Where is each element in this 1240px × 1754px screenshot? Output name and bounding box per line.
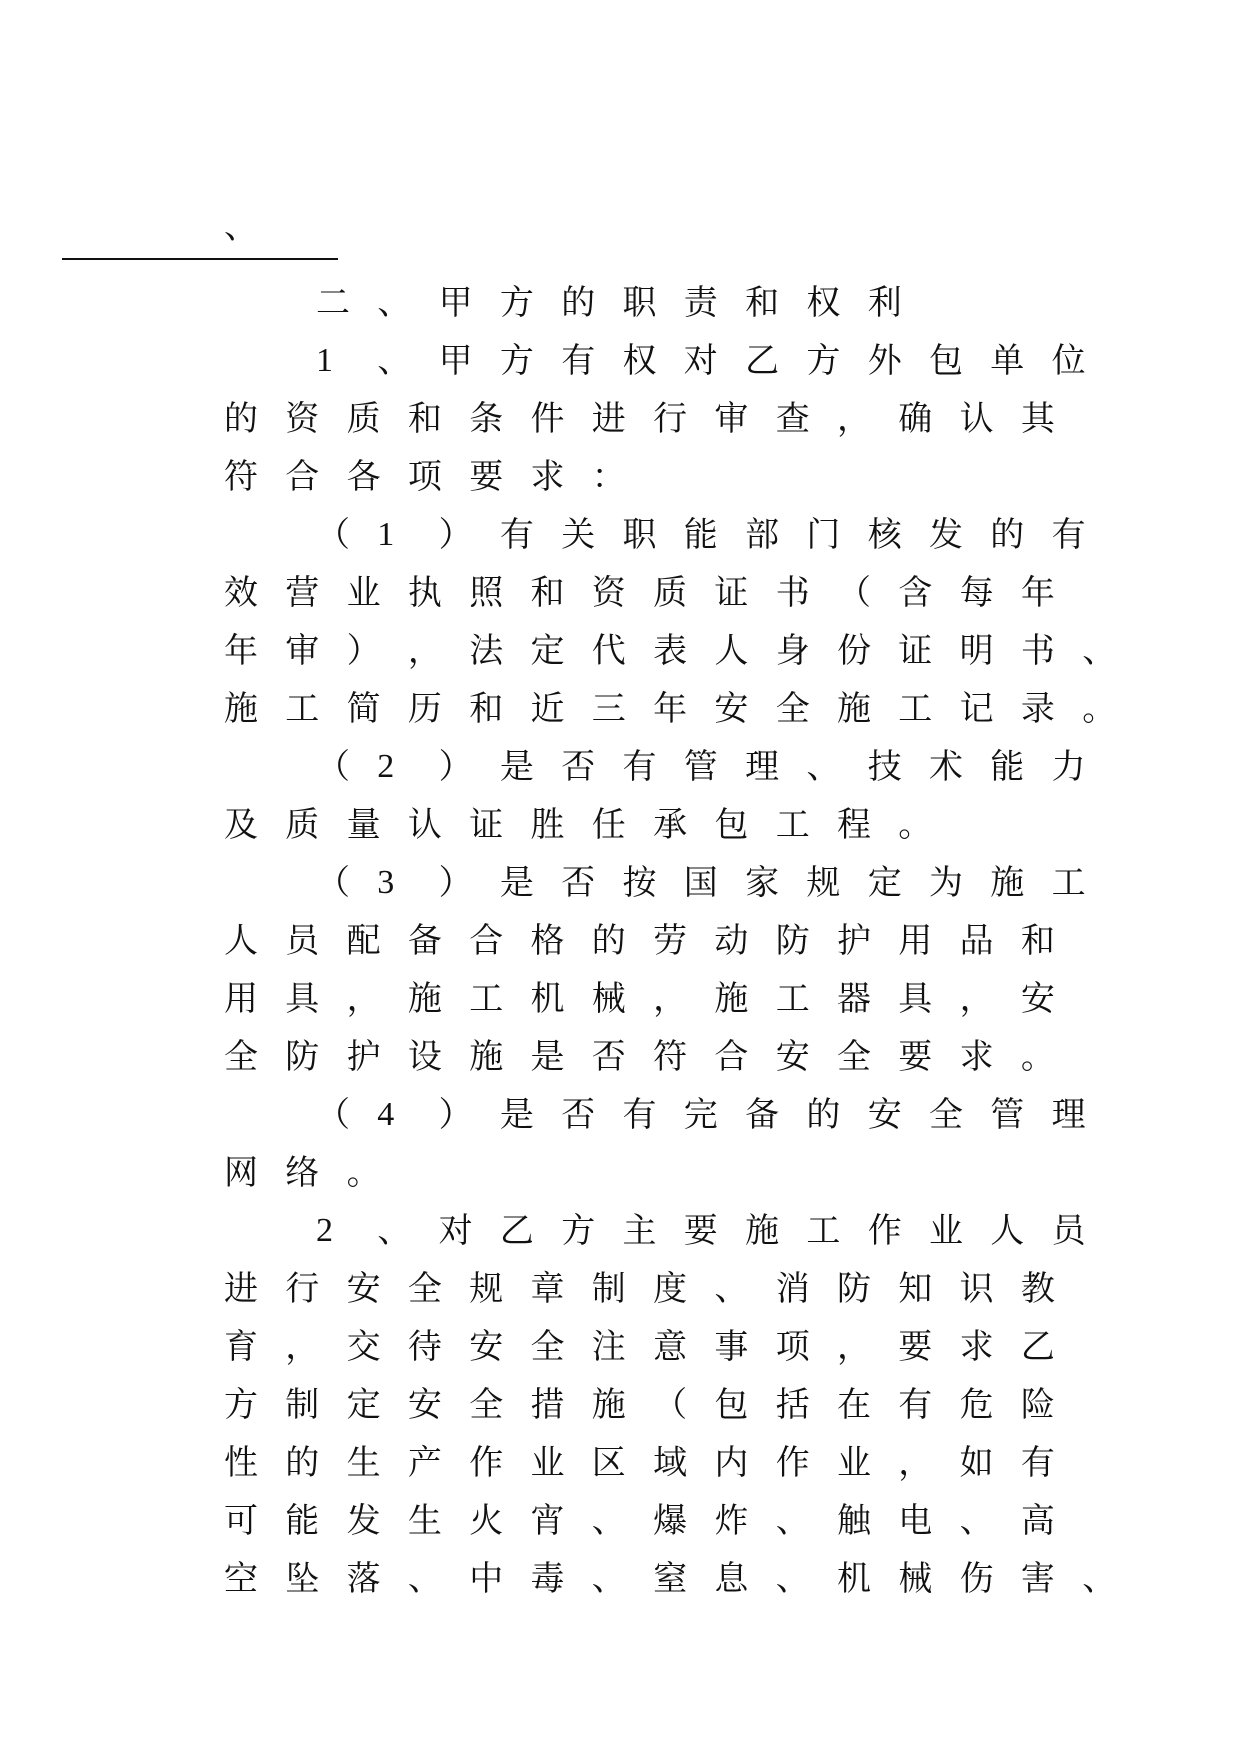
character: 如 bbox=[959, 1443, 994, 1483]
character: 权 bbox=[622, 341, 657, 381]
character: ） bbox=[346, 631, 381, 671]
character: 要 bbox=[683, 1211, 718, 1251]
character: 可 bbox=[224, 1501, 258, 1541]
character: 设 bbox=[407, 1037, 442, 1077]
character: 意 bbox=[653, 1327, 688, 1367]
character: 施 bbox=[469, 1037, 504, 1077]
character: 2 bbox=[316, 1212, 333, 1249]
character: 是 bbox=[499, 747, 534, 787]
character: 安 bbox=[469, 1327, 504, 1367]
character: 和 bbox=[407, 399, 442, 439]
character: 量 bbox=[346, 805, 381, 845]
character: 否 bbox=[591, 1037, 626, 1077]
character: 行 bbox=[285, 1269, 320, 1309]
character: 4 bbox=[377, 1096, 395, 1133]
character: 利 bbox=[867, 283, 902, 323]
character: 用 bbox=[898, 921, 933, 961]
character: 业 bbox=[346, 573, 381, 613]
character: 含 bbox=[898, 573, 933, 613]
character: 年 bbox=[1020, 573, 1055, 613]
character: 营 bbox=[285, 573, 320, 613]
character: 有 bbox=[622, 1095, 657, 1135]
character: 。 bbox=[1082, 689, 1117, 729]
character: 定 bbox=[530, 631, 565, 671]
character: 记 bbox=[959, 689, 994, 729]
character: 括 bbox=[775, 1385, 810, 1425]
character: 的 bbox=[224, 399, 258, 439]
character: 知 bbox=[898, 1269, 933, 1309]
character: 合 bbox=[285, 457, 320, 497]
character: 和 bbox=[1020, 921, 1055, 961]
character: 各 bbox=[346, 457, 381, 497]
character: 品 bbox=[959, 921, 994, 961]
character: 火 bbox=[469, 1501, 504, 1541]
character: 劳 bbox=[653, 921, 688, 961]
character: 、 bbox=[1082, 1559, 1117, 1599]
character: 全 bbox=[530, 1327, 565, 1367]
character: 乙 bbox=[499, 1211, 534, 1251]
character: 求 bbox=[530, 457, 565, 497]
character: 全 bbox=[837, 1037, 871, 1077]
character: 、 bbox=[806, 747, 841, 787]
character: 资 bbox=[285, 399, 320, 439]
character: 包 bbox=[714, 805, 749, 845]
character: 否 bbox=[561, 863, 596, 903]
character: 管 bbox=[990, 1095, 1025, 1135]
character: 防 bbox=[775, 921, 810, 961]
character: 业 bbox=[837, 1443, 871, 1483]
character: 甲 bbox=[438, 283, 473, 323]
character: 三 bbox=[591, 689, 626, 729]
character: 全 bbox=[224, 1037, 258, 1077]
character: 安 bbox=[1020, 979, 1055, 1019]
character: 中 bbox=[469, 1559, 504, 1599]
character: 落 bbox=[346, 1559, 381, 1599]
character: 进 bbox=[591, 399, 626, 439]
character: 的 bbox=[990, 515, 1025, 555]
character: 2 bbox=[377, 748, 395, 785]
character: 证 bbox=[898, 631, 933, 671]
character: 质 bbox=[346, 399, 381, 439]
character: 、 bbox=[591, 1501, 626, 1541]
character: 方 bbox=[561, 1211, 596, 1251]
character: 要 bbox=[898, 1327, 933, 1367]
character: 器 bbox=[837, 979, 871, 1019]
character: 简 bbox=[346, 689, 381, 729]
character: 的 bbox=[806, 1095, 841, 1135]
character: 具 bbox=[898, 979, 933, 1019]
character: 机 bbox=[530, 979, 565, 1019]
character: 格 bbox=[530, 921, 565, 961]
character: 有 bbox=[499, 515, 534, 555]
character: 审 bbox=[714, 399, 749, 439]
character: 能 bbox=[683, 515, 718, 555]
character: 门 bbox=[806, 515, 841, 555]
character: 理 bbox=[745, 747, 780, 787]
character: 、 bbox=[407, 1559, 442, 1599]
character: 否 bbox=[561, 1095, 596, 1135]
character: 执 bbox=[407, 573, 442, 613]
character: 作 bbox=[867, 1211, 902, 1251]
character: 甲 bbox=[438, 341, 473, 381]
character: 术 bbox=[929, 747, 963, 787]
character: 符 bbox=[653, 1037, 688, 1077]
character: 防 bbox=[837, 1269, 871, 1309]
character: ， bbox=[837, 399, 871, 439]
character: 确 bbox=[898, 399, 933, 439]
character: 工 bbox=[898, 689, 933, 729]
character: 要 bbox=[469, 457, 504, 497]
character: （ bbox=[653, 1385, 688, 1425]
character: 安 bbox=[346, 1269, 381, 1309]
character: 炸 bbox=[714, 1501, 749, 1541]
character: 求 bbox=[959, 1037, 994, 1077]
character: ， bbox=[959, 979, 994, 1019]
character: 作 bbox=[775, 1443, 810, 1483]
character: 危 bbox=[959, 1385, 994, 1425]
character: 进 bbox=[224, 1269, 258, 1309]
character: 单 bbox=[990, 341, 1025, 381]
character: 坠 bbox=[285, 1559, 320, 1599]
character: 工 bbox=[775, 979, 810, 1019]
character: 能 bbox=[990, 747, 1025, 787]
character: 有 bbox=[898, 1385, 933, 1425]
character: 。 bbox=[898, 805, 933, 845]
character: 施 bbox=[591, 1385, 626, 1425]
fill-in-blank-underline bbox=[62, 258, 338, 260]
character: 职 bbox=[622, 515, 657, 555]
character: 的 bbox=[591, 921, 626, 961]
character: 人 bbox=[990, 1211, 1025, 1251]
character: 方 bbox=[499, 341, 534, 381]
character: 证 bbox=[714, 573, 749, 613]
character: 注 bbox=[591, 1327, 626, 1367]
character: 业 bbox=[929, 1211, 963, 1251]
character: 生 bbox=[407, 1501, 442, 1541]
character: 证 bbox=[469, 805, 504, 845]
character: 规 bbox=[806, 863, 841, 903]
character: 员 bbox=[285, 921, 320, 961]
character: 合 bbox=[469, 921, 504, 961]
character: 安 bbox=[407, 1385, 442, 1425]
character: 合 bbox=[714, 1037, 749, 1077]
character: 录 bbox=[1020, 689, 1055, 729]
character: 施 bbox=[990, 863, 1025, 903]
character: 年 bbox=[653, 689, 688, 729]
character: 对 bbox=[683, 341, 718, 381]
character: 险 bbox=[1020, 1385, 1055, 1425]
character: 施 bbox=[224, 689, 258, 729]
character: 伤 bbox=[959, 1559, 994, 1599]
character: 照 bbox=[469, 573, 504, 613]
character: 家 bbox=[745, 863, 780, 903]
character: 权 bbox=[806, 283, 841, 323]
character: 度 bbox=[653, 1269, 688, 1309]
character: 法 bbox=[469, 631, 504, 671]
character: 关 bbox=[561, 515, 596, 555]
character: 、 bbox=[959, 1501, 994, 1541]
character: 书 bbox=[775, 573, 810, 613]
character: ， bbox=[407, 631, 442, 671]
character: ， bbox=[898, 1443, 933, 1483]
character: 生 bbox=[346, 1443, 381, 1483]
character: 区 bbox=[591, 1443, 626, 1483]
character: 包 bbox=[929, 341, 963, 381]
character: 及 bbox=[224, 805, 258, 845]
character: 有 bbox=[1020, 1443, 1055, 1483]
character: 具 bbox=[285, 979, 320, 1019]
character: 工 bbox=[285, 689, 320, 729]
character: ） bbox=[438, 515, 473, 555]
character: 安 bbox=[867, 1095, 902, 1135]
character: 任 bbox=[591, 805, 626, 845]
character: 项 bbox=[407, 457, 442, 497]
character: 质 bbox=[285, 805, 320, 845]
character: ： bbox=[591, 457, 626, 497]
character: 作 bbox=[469, 1443, 504, 1483]
character: 位 bbox=[1051, 341, 1086, 381]
character: 职 bbox=[622, 283, 657, 323]
character: 网 bbox=[224, 1153, 258, 1193]
character: 近 bbox=[530, 689, 565, 729]
character: 的 bbox=[561, 283, 596, 323]
character: ， bbox=[346, 979, 381, 1019]
character: 理 bbox=[1051, 1095, 1086, 1135]
character: 是 bbox=[499, 863, 534, 903]
character: 方 bbox=[499, 283, 534, 323]
character: 明 bbox=[959, 631, 994, 671]
character: （ bbox=[316, 863, 350, 903]
character: 条 bbox=[469, 399, 504, 439]
character: 发 bbox=[929, 515, 963, 555]
character: 胜 bbox=[530, 805, 565, 845]
character: 护 bbox=[837, 921, 871, 961]
character: 。 bbox=[1020, 1037, 1055, 1077]
character: 3 bbox=[377, 864, 395, 901]
character: 制 bbox=[591, 1269, 626, 1309]
character: 教 bbox=[1020, 1269, 1055, 1309]
character: 安 bbox=[775, 1037, 810, 1077]
character: 全 bbox=[407, 1269, 442, 1309]
character: 工 bbox=[1051, 863, 1086, 903]
character: 审 bbox=[285, 631, 320, 671]
character: 施 bbox=[407, 979, 442, 1019]
character: 、 bbox=[377, 341, 412, 381]
character: 质 bbox=[653, 573, 688, 613]
character: 方 bbox=[806, 341, 841, 381]
character: 害 bbox=[1020, 1559, 1055, 1599]
character: 的 bbox=[285, 1443, 320, 1483]
character: 用 bbox=[224, 979, 258, 1019]
character: 、 bbox=[377, 1211, 412, 1251]
character: 要 bbox=[898, 1037, 933, 1077]
character: 二 bbox=[316, 283, 350, 323]
character: 章 bbox=[530, 1269, 565, 1309]
character: 全 bbox=[775, 689, 810, 729]
character: （ bbox=[316, 747, 350, 787]
character: 宵 bbox=[530, 1501, 565, 1541]
character: 事 bbox=[714, 1327, 749, 1367]
character: 械 bbox=[898, 1559, 933, 1599]
character: 在 bbox=[837, 1385, 871, 1425]
character: 域 bbox=[653, 1443, 688, 1483]
character: 项 bbox=[775, 1327, 810, 1367]
character: 人 bbox=[714, 631, 749, 671]
character: 配 bbox=[346, 921, 381, 961]
character: 性 bbox=[224, 1443, 258, 1483]
character: 外 bbox=[867, 341, 902, 381]
character: 备 bbox=[745, 1095, 780, 1135]
character: 完 bbox=[683, 1095, 718, 1135]
character: 承 bbox=[653, 805, 688, 845]
character: 业 bbox=[530, 1443, 565, 1483]
character: （ bbox=[316, 1095, 350, 1135]
character: 代 bbox=[591, 631, 626, 671]
character: 备 bbox=[407, 921, 442, 961]
character: 份 bbox=[837, 631, 871, 671]
character: 是 bbox=[530, 1037, 565, 1077]
character: 人 bbox=[224, 921, 258, 961]
character: 窒 bbox=[653, 1559, 688, 1599]
character: 效 bbox=[224, 573, 258, 613]
character: 符 bbox=[224, 457, 258, 497]
character: 为 bbox=[929, 863, 963, 903]
character: 认 bbox=[407, 805, 442, 845]
character: 、 bbox=[775, 1501, 810, 1541]
character: 是 bbox=[499, 1095, 534, 1135]
character: 定 bbox=[346, 1385, 381, 1425]
character: 乙 bbox=[745, 341, 780, 381]
character: 爆 bbox=[653, 1501, 688, 1541]
character: 育 bbox=[224, 1327, 258, 1367]
character: 对 bbox=[438, 1211, 473, 1251]
character: 发 bbox=[346, 1501, 381, 1541]
character: 程 bbox=[837, 805, 871, 845]
character: 和 bbox=[530, 573, 565, 613]
character: 工 bbox=[806, 1211, 841, 1251]
character: 历 bbox=[407, 689, 442, 729]
character: （ bbox=[316, 515, 350, 555]
character: 部 bbox=[745, 515, 780, 555]
character: 有 bbox=[561, 341, 596, 381]
character: 每 bbox=[959, 573, 994, 613]
character: 工 bbox=[469, 979, 504, 1019]
character: 识 bbox=[959, 1269, 994, 1309]
character: 表 bbox=[653, 631, 688, 671]
character: 求 bbox=[959, 1327, 994, 1367]
character: 和 bbox=[745, 283, 780, 323]
character: 高 bbox=[1020, 1501, 1055, 1541]
character: ） bbox=[438, 747, 473, 787]
enumeration-comma: 、 bbox=[224, 207, 258, 247]
character: 技 bbox=[867, 747, 902, 787]
character: 有 bbox=[622, 747, 657, 787]
character: 管 bbox=[683, 747, 718, 787]
character: 。 bbox=[346, 1153, 381, 1193]
character: 责 bbox=[683, 283, 718, 323]
character: 交 bbox=[346, 1327, 381, 1367]
character: 产 bbox=[407, 1443, 442, 1483]
character: 、 bbox=[591, 1559, 626, 1599]
character: 机 bbox=[837, 1559, 871, 1599]
character: 、 bbox=[377, 283, 412, 323]
character: 电 bbox=[898, 1501, 933, 1541]
character: 待 bbox=[407, 1327, 442, 1367]
character: 内 bbox=[714, 1443, 749, 1483]
character: 施 bbox=[837, 689, 871, 729]
character: 定 bbox=[867, 863, 902, 903]
character: 按 bbox=[622, 863, 657, 903]
character: 全 bbox=[929, 1095, 963, 1135]
character: 络 bbox=[285, 1153, 320, 1193]
character: 包 bbox=[714, 1385, 749, 1425]
character: 施 bbox=[714, 979, 749, 1019]
character: ， bbox=[285, 1327, 320, 1367]
character: 国 bbox=[683, 863, 718, 903]
character: 员 bbox=[1051, 1211, 1086, 1251]
character: 身 bbox=[775, 631, 810, 671]
character: 书 bbox=[1020, 631, 1055, 671]
character: 否 bbox=[561, 747, 596, 787]
character: 和 bbox=[469, 689, 504, 729]
character: 力 bbox=[1051, 747, 1086, 787]
character: 工 bbox=[775, 805, 810, 845]
character: 护 bbox=[346, 1037, 381, 1077]
character: （ bbox=[837, 573, 871, 613]
character: ） bbox=[438, 863, 473, 903]
character: 、 bbox=[1082, 631, 1117, 671]
character: 、 bbox=[775, 1559, 810, 1599]
character: 行 bbox=[653, 399, 688, 439]
character: 制 bbox=[285, 1385, 320, 1425]
character: 械 bbox=[591, 979, 626, 1019]
character: 主 bbox=[622, 1211, 657, 1251]
character: ， bbox=[837, 1327, 871, 1367]
character: 毒 bbox=[530, 1559, 565, 1599]
character: 安 bbox=[714, 689, 749, 729]
character: 空 bbox=[224, 1559, 258, 1599]
character: 措 bbox=[530, 1385, 565, 1425]
character: 施 bbox=[745, 1211, 780, 1251]
character: 触 bbox=[837, 1501, 871, 1541]
character: 动 bbox=[714, 921, 749, 961]
character: 全 bbox=[469, 1385, 504, 1425]
character: 息 bbox=[714, 1559, 749, 1599]
character: 查 bbox=[775, 399, 810, 439]
character: 件 bbox=[530, 399, 565, 439]
character: 有 bbox=[1051, 515, 1086, 555]
character: ， bbox=[653, 979, 688, 1019]
character: 乙 bbox=[1020, 1327, 1055, 1367]
character: 1 bbox=[316, 342, 333, 379]
character: 防 bbox=[285, 1037, 320, 1077]
character: 方 bbox=[224, 1385, 258, 1425]
character: 资 bbox=[591, 573, 626, 613]
character: 年 bbox=[224, 631, 258, 671]
character: 规 bbox=[469, 1269, 504, 1309]
character: 核 bbox=[867, 515, 902, 555]
character: 能 bbox=[285, 1501, 320, 1541]
character: 、 bbox=[714, 1269, 749, 1309]
character: ） bbox=[438, 1095, 473, 1135]
character: 其 bbox=[1020, 399, 1055, 439]
character: 1 bbox=[377, 516, 395, 553]
character: 消 bbox=[775, 1269, 810, 1309]
character: 认 bbox=[959, 399, 994, 439]
